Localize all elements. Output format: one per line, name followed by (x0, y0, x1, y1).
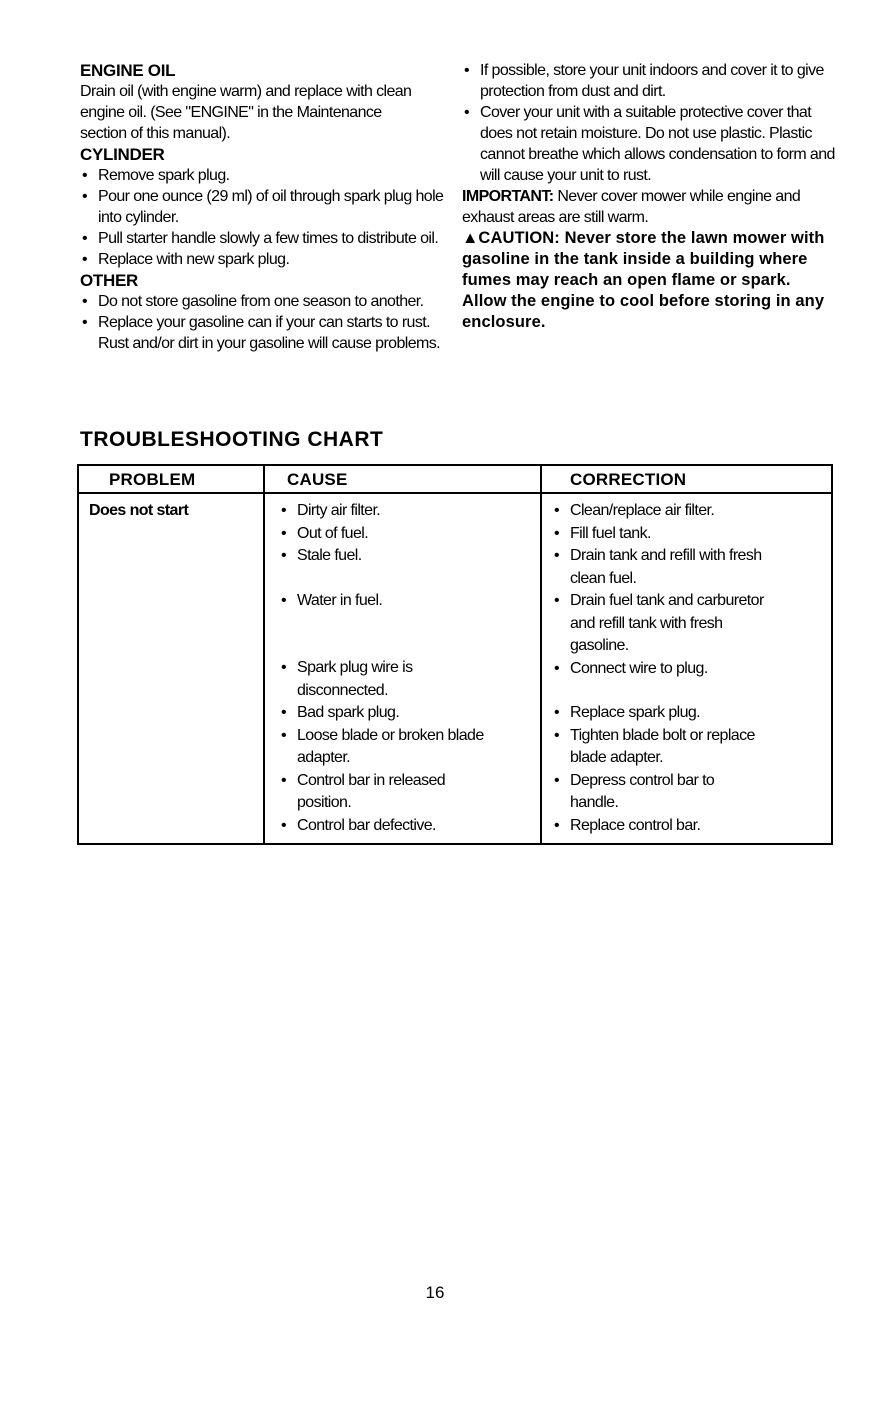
correction-list (552, 500, 831, 837)
table-header-row (78, 465, 832, 493)
list-item: • Pull starter handle slowly a few times to distribute oil. (80, 228, 450, 249)
header-cause: CAUSE (264, 465, 541, 493)
list-item: • Water in fuel. (279, 590, 540, 613)
list-item: • Replace with new spark plug. (80, 249, 450, 270)
list-item: • Remove spark plug. (80, 165, 450, 186)
correction-cell (541, 493, 832, 844)
important-label: IMPORTANT: (462, 188, 554, 205)
page-number: 16 (425, 1283, 445, 1302)
caution-note (462, 228, 838, 333)
list-item: • Replace spark plug. (552, 702, 831, 725)
engine-oil-text: Drain oil (with engine warm) and replace with clean engine oil. (See "ENGINE" in the Maintenance section of this manual). (80, 83, 412, 142)
list-item: • Cover your unit with a suitable protective cover that does not retain moisture. Do not use plastic. Plastic cannot breathe which allows condensation to form and will cause your unit to rust. (462, 102, 838, 186)
list-item: • Bad spark plug. (279, 702, 540, 725)
engine-oil-heading: ENGINE OIL (80, 61, 176, 80)
header-problem: PROBLEM (78, 465, 264, 493)
list-item: • Control bar in released position. (279, 770, 487, 815)
list-item: • Stale fuel. (279, 545, 540, 568)
storage-list (462, 60, 838, 186)
list-item: • Spark plug wire is disconnected. (279, 657, 467, 702)
header-correction: CORRECTION (541, 465, 832, 493)
list-item: • Dirty air filter. (279, 500, 540, 523)
list-item: • Fill fuel tank. (552, 523, 831, 546)
list-item: • Control bar defective. (279, 815, 540, 838)
cause-list (279, 500, 540, 837)
problem-cell: Does not start (78, 493, 264, 844)
left-column (80, 60, 450, 354)
list-item: • If possible, store your unit indoors and cover it to give protection from dust and dirt. (462, 60, 838, 102)
other-heading: OTHER (80, 271, 139, 290)
list-item: • Replace control bar. (552, 815, 831, 838)
caution-text: Never store the lawn mower with gasoline in the tank inside a building where fumes may reach an open flame or spark. Allow the engine to cool before storing in any enclosure. (462, 229, 825, 331)
list-item: • Do not store gasoline from one season to another. (80, 291, 450, 312)
cylinder-list (80, 165, 450, 270)
list-item: • Drain fuel tank and carburetor and refill tank with fresh gasoline. (552, 590, 770, 658)
list-item: • Clean/replace air filter. (552, 500, 831, 523)
important-note (462, 186, 838, 228)
table-row (78, 493, 832, 844)
right-column (462, 60, 838, 333)
cause-cell (264, 493, 541, 844)
cylinder-heading: CYLINDER (80, 145, 165, 164)
caution-label: ▲CAUTION: (462, 229, 560, 247)
list-item: • Pour one ounce (29 ml) of oil through spark plug hole into cylinder. (80, 186, 450, 228)
other-list (80, 291, 450, 354)
troubleshooting-table (77, 464, 833, 845)
list-item: • Connect wire to plug. (552, 658, 831, 681)
list-item: • Tighten blade bolt or replace blade adapter. (552, 725, 770, 770)
troubleshooting-title: TROUBLESHOOTING CHART (80, 428, 384, 451)
list-item: • Replace your gasoline can if your can starts to rust. Rust and/or dirt in your gasoline will cause problems. (80, 312, 450, 354)
list-item: • Out of fuel. (279, 523, 540, 546)
list-item: • Depress control bar to handle. (552, 770, 760, 815)
list-item: • Loose blade or broken blade adapter. (279, 725, 537, 770)
list-item: • Drain tank and refill with fresh clean fuel. (552, 545, 770, 590)
important-text: Never cover mower while engine and exhaust areas are still warm. (462, 188, 801, 226)
